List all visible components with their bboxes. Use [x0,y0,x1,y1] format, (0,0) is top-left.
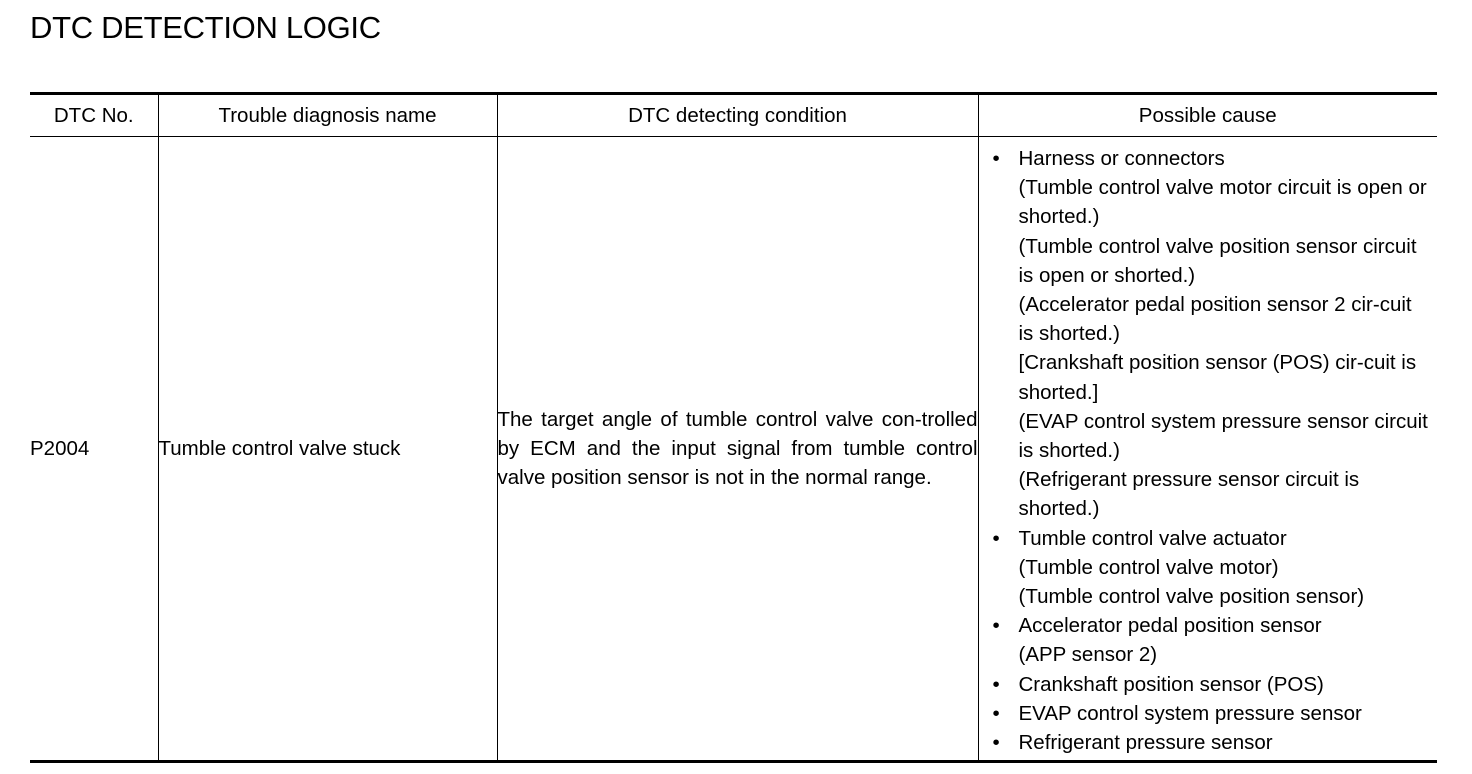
list-item [993,728,1430,757]
bullet-icon: • [992,614,1000,638]
cause-detail: (EVAP control system pressure sensor circuit is shorted.) [1018,409,1428,463]
cause-detail: (APP sensor 2) [1018,643,1158,667]
bullet-icon: • [992,701,1000,725]
header-possible-cause: Possible cause [978,94,1437,137]
cause-detail: (Tumble control valve motor) [1018,555,1279,579]
list-item [993,670,1430,699]
cause-label: Crankshaft position sensor (POS) [1018,672,1324,696]
page-title: DTC DETECTION LOGIC [30,10,381,45]
bullet-icon: • [992,731,1000,755]
cause-label: Tumble control valve actuator [1018,526,1287,550]
possible-cause-list [979,144,1438,757]
cause-detail: (Tumble control valve position sensor) [1018,585,1365,609]
list-item [993,611,1430,669]
bullet-icon: • [992,526,1000,550]
bullet-icon: • [992,147,1000,170]
cause-detail: (Tumble control valve position sensor circuit is open or shorted.) [1018,234,1417,287]
possible-cause-cell [978,137,1437,762]
dtc-detection-logic-table [30,92,1437,763]
cause-label: EVAP control system pressure sensor [1018,701,1362,725]
list-item [993,524,1430,612]
cause-detail: (Refrigerant pressure sensor circuit is shorted.) [1018,468,1360,521]
cause-detail: (Accelerator pedal position sensor 2 cir-cuit is shorted.) [1018,293,1412,346]
bullet-icon: • [992,672,1000,696]
header-trouble-diagnosis-name: Trouble diagnosis name [158,94,497,137]
cause-detail: [Crankshaft position sensor (POS) cir-cuit is shorted.] [1018,351,1417,404]
table-row [30,137,1437,762]
cause-detail: (Tumble control valve motor circuit is open or shorted.) [1018,176,1427,229]
header-dtc-detecting-condition: DTC detecting condition [497,94,978,137]
header-dtc-no: DTC No. [30,94,158,137]
cause-label: Accelerator pedal position sensor [1018,614,1322,638]
list-item [993,144,1430,524]
cause-label: Refrigerant pressure sensor [1018,731,1273,755]
dtc-number-cell: P2004 [30,137,158,762]
diagnosis-name-cell: Tumble control valve stuck [158,137,497,762]
list-item [993,699,1430,728]
detecting-condition-cell: The target angle of tumble control valve con-trolled by ECM and the input signal from tumble control valve position sensor is not in the normal range. [497,137,978,762]
table-header-row [30,94,1437,137]
cause-label: Harness or connectors [1018,147,1225,170]
